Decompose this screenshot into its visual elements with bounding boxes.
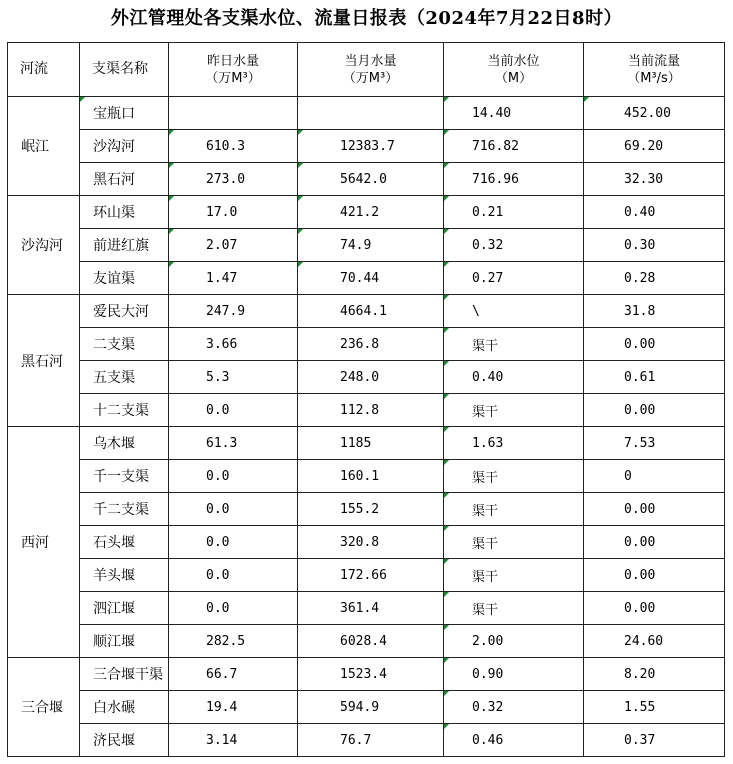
report-title: 外江管理处各支渠水位、流量日报表（2024年7月22日8时） [110, 8, 623, 29]
table-row [8, 361, 725, 394]
yesterday-volume-cell: 17.0 [169, 196, 298, 229]
header-yesterday-volume [169, 43, 298, 97]
month-volume-cell: 76.7 [298, 724, 444, 757]
branch-name-cell: 乌木堰 [80, 427, 169, 460]
month-volume-cell: 12383.7 [298, 130, 444, 163]
table-row [8, 262, 725, 295]
river-name-cell: 三合堰 [8, 658, 80, 757]
table-row [8, 526, 725, 559]
yesterday-volume-cell: 247.9 [169, 295, 298, 328]
current-level-cell: 0.21 [444, 196, 584, 229]
current-flow-cell: 31.8 [584, 295, 725, 328]
current-level-cell: 渠干 [444, 526, 584, 559]
branch-name-cell: 友谊渠 [80, 262, 169, 295]
month-volume-cell: 172.66 [298, 559, 444, 592]
month-volume-cell: 1185 [298, 427, 444, 460]
table-row [8, 625, 725, 658]
header-branch: 支渠名称 [80, 43, 169, 97]
report-body [8, 97, 725, 757]
current-flow-cell: 0.00 [584, 328, 725, 361]
yesterday-volume-cell: 66.7 [169, 658, 298, 691]
month-volume-cell: 320.8 [298, 526, 444, 559]
table-row [8, 97, 725, 130]
month-volume-cell [298, 97, 444, 130]
table-row [8, 394, 725, 427]
branch-name-cell: 泗江堰 [80, 592, 169, 625]
current-level-cell: 716.82 [444, 130, 584, 163]
current-level-cell: 渠干 [444, 394, 584, 427]
current-level-cell: 渠干 [444, 592, 584, 625]
table-row [8, 196, 725, 229]
month-volume-cell: 160.1 [298, 460, 444, 493]
branch-name-cell: 顺江堰 [80, 625, 169, 658]
current-level-cell: 渠干 [444, 493, 584, 526]
branch-name-cell: 沙沟河 [80, 130, 169, 163]
current-flow-cell: 0.00 [584, 493, 725, 526]
branch-name-cell: 爱民大河 [80, 295, 169, 328]
branch-name-cell: 千一支渠 [80, 460, 169, 493]
yesterday-volume-cell: 19.4 [169, 691, 298, 724]
river-name-cell: 岷江 [8, 97, 80, 196]
branch-name-cell: 黑石河 [80, 163, 169, 196]
current-flow-cell: 452.00 [584, 97, 725, 130]
branch-name-cell: 白水碾 [80, 691, 169, 724]
month-volume-cell: 421.2 [298, 196, 444, 229]
current-flow-cell: 0.00 [584, 526, 725, 559]
current-flow-cell: 24.60 [584, 625, 725, 658]
table-row [8, 658, 725, 691]
branch-name-cell: 环山渠 [80, 196, 169, 229]
river-name-cell: 黑石河 [8, 295, 80, 427]
table-row [8, 460, 725, 493]
current-flow-cell: 32.30 [584, 163, 725, 196]
branch-name-cell: 十二支渠 [80, 394, 169, 427]
yesterday-volume-cell: 610.3 [169, 130, 298, 163]
header-flow-unit: （M³/s） [627, 70, 681, 86]
current-level-cell: 渠干 [444, 328, 584, 361]
month-volume-cell: 4664.1 [298, 295, 444, 328]
yesterday-volume-cell: 0.0 [169, 526, 298, 559]
branch-name-cell: 前进红旗 [80, 229, 169, 262]
month-volume-cell: 155.2 [298, 493, 444, 526]
current-flow-cell: 7.53 [584, 427, 725, 460]
branch-name-cell: 五支渠 [80, 361, 169, 394]
table-row [8, 493, 725, 526]
table-row [8, 592, 725, 625]
table-row [8, 229, 725, 262]
branch-name-cell: 宝瓶口 [80, 97, 169, 130]
month-volume-cell: 361.4 [298, 592, 444, 625]
month-volume-cell: 70.44 [298, 262, 444, 295]
month-volume-cell: 6028.4 [298, 625, 444, 658]
current-flow-cell: 0.28 [584, 262, 725, 295]
current-level-cell: 1.63 [444, 427, 584, 460]
branch-name-cell: 二支渠 [80, 328, 169, 361]
table-row [8, 559, 725, 592]
current-flow-cell: 0.61 [584, 361, 725, 394]
table-row [8, 427, 725, 460]
current-level-cell: 14.40 [444, 97, 584, 130]
month-volume-cell: 112.8 [298, 394, 444, 427]
branch-name-cell: 济民堰 [80, 724, 169, 757]
yesterday-volume-cell [169, 97, 298, 130]
yesterday-volume-cell: 61.3 [169, 427, 298, 460]
yesterday-volume-cell: 282.5 [169, 625, 298, 658]
current-level-cell: 0.90 [444, 658, 584, 691]
month-volume-cell: 1523.4 [298, 658, 444, 691]
header-yesterday-title: 昨日水量 [206, 53, 259, 69]
yesterday-volume-cell: 0.0 [169, 559, 298, 592]
current-level-cell: 0.32 [444, 691, 584, 724]
current-level-cell: 0.32 [444, 229, 584, 262]
table-row [8, 295, 725, 328]
month-volume-cell: 248.0 [298, 361, 444, 394]
yesterday-volume-cell: 0.0 [169, 394, 298, 427]
current-flow-cell: 1.55 [584, 691, 725, 724]
header-current-flow [584, 43, 725, 97]
month-volume-cell: 236.8 [298, 328, 444, 361]
header-month-title: 当月水量 [344, 53, 397, 69]
current-flow-cell: 0.00 [584, 592, 725, 625]
yesterday-volume-cell: 5.3 [169, 361, 298, 394]
branch-name-cell: 千二支渠 [80, 493, 169, 526]
current-flow-cell: 0.00 [584, 559, 725, 592]
header-flow-title: 当前流量 [627, 53, 680, 69]
branch-name-cell: 石头堰 [80, 526, 169, 559]
current-flow-cell: 69.20 [584, 130, 725, 163]
month-volume-cell: 74.9 [298, 229, 444, 262]
month-volume-cell: 5642.0 [298, 163, 444, 196]
current-level-cell: 0.27 [444, 262, 584, 295]
table-row [8, 724, 725, 757]
yesterday-volume-cell: 0.0 [169, 493, 298, 526]
month-volume-cell: 594.9 [298, 691, 444, 724]
yesterday-volume-cell: 0.0 [169, 460, 298, 493]
yesterday-volume-cell: 0.0 [169, 592, 298, 625]
header-month-unit: （万M³） [342, 70, 399, 86]
header-level-unit: （M） [494, 70, 533, 86]
current-flow-cell: 8.20 [584, 658, 725, 691]
current-level-cell: 渠干 [444, 460, 584, 493]
current-flow-cell: 0.00 [584, 394, 725, 427]
river-name-cell: 西河 [8, 427, 80, 658]
yesterday-volume-cell: 2.07 [169, 229, 298, 262]
yesterday-volume-cell: 3.14 [169, 724, 298, 757]
header-month-volume [298, 43, 444, 97]
report-table [7, 42, 725, 757]
current-level-cell: 渠干 [444, 559, 584, 592]
branch-name-cell: 三合堰干渠 [80, 658, 169, 691]
current-flow-cell: 0.40 [584, 196, 725, 229]
current-level-cell: 716.96 [444, 163, 584, 196]
current-flow-cell: 0.37 [584, 724, 725, 757]
table-row [8, 328, 725, 361]
table-row [8, 163, 725, 196]
current-level-cell: \ [444, 295, 584, 328]
header-row [8, 43, 725, 97]
current-level-cell: 0.40 [444, 361, 584, 394]
yesterday-volume-cell: 273.0 [169, 163, 298, 196]
header-river: 河流 [8, 43, 80, 97]
current-flow-cell: 0.30 [584, 229, 725, 262]
current-flow-cell: 0 [584, 460, 725, 493]
table-row [8, 691, 725, 724]
branch-name-cell: 羊头堰 [80, 559, 169, 592]
current-level-cell: 2.00 [444, 625, 584, 658]
yesterday-volume-cell: 1.47 [169, 262, 298, 295]
header-level-title: 当前水位 [487, 53, 540, 69]
yesterday-volume-cell: 3.66 [169, 328, 298, 361]
header-current-level [444, 43, 584, 97]
current-level-cell: 0.46 [444, 724, 584, 757]
header-yesterday-unit: （万M³） [205, 70, 261, 86]
table-row [8, 130, 725, 163]
river-name-cell: 沙沟河 [8, 196, 80, 295]
